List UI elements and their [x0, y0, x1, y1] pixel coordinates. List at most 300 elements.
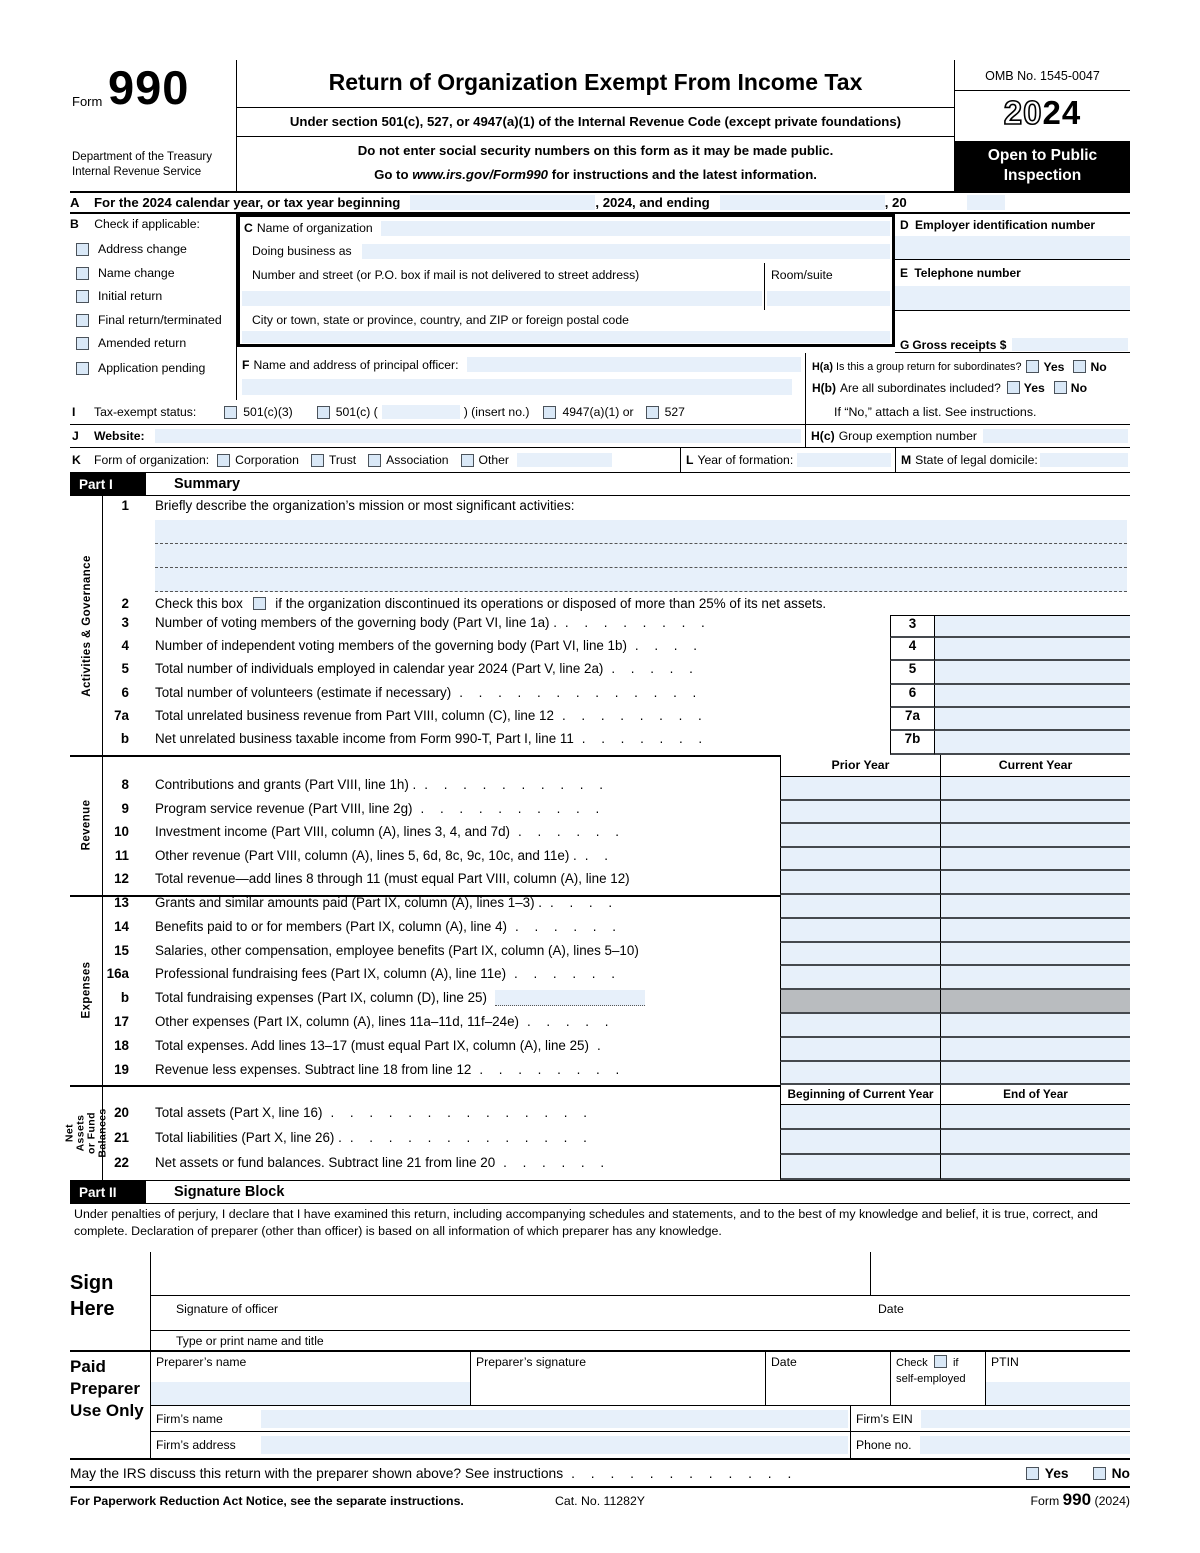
501c3-label: 501(c)(3)	[243, 405, 293, 419]
line6-num: 6	[121, 685, 129, 700]
gross-receipts-row	[895, 336, 1130, 353]
tax-year-end-yy-input[interactable]	[967, 195, 1005, 210]
line12-text: Total revenue—add lines 8 through 11 (must equal Part VIII, column (A), line 12)	[155, 871, 630, 886]
corporation-checkbox[interactable]	[217, 454, 230, 467]
line16b-prior-cell	[780, 990, 940, 1014]
line16b-text: Total fundraising expenses (Part IX, column (D), line 25)	[155, 990, 835, 1006]
box-b-column	[70, 214, 237, 400]
501c-label-pre: 501(c) (	[335, 405, 378, 419]
firms-ein-input[interactable]	[921, 1410, 1130, 1428]
line8-current-field[interactable]	[940, 777, 1130, 801]
mission-input-line2[interactable]	[155, 544, 1127, 568]
street-input[interactable]	[242, 291, 762, 306]
name-change-row	[76, 266, 175, 280]
ein-label: Employer identification number	[915, 218, 1096, 232]
amended-return-row	[76, 336, 186, 350]
line9-current-field[interactable]	[940, 801, 1130, 824]
line19-text: Revenue less expenses. Subtract line 18 from line 12 . . . . . . . .	[155, 1062, 626, 1077]
line20-text: Total assets (Part X, line 16) . . . . . . . . . . . . . .	[155, 1105, 593, 1120]
ha-yes-checkbox[interactable]	[1026, 360, 1039, 373]
phone-label-row	[895, 260, 1130, 286]
line4-box: 4	[890, 638, 935, 661]
line3-text: Number of voting members of the governing body (Part VI, line 1a) . . . . . . . . .	[155, 615, 711, 630]
line8-row	[70, 777, 1130, 801]
line11-text: Other revenue (Part VIII, column (A), lines 5, 6d, 8c, 9c, 10c, and 11e) . . .	[155, 848, 614, 863]
amended-return-label: Amended return	[98, 336, 187, 350]
fundraising-expenses-input[interactable]	[495, 990, 645, 1006]
box-g-letter: G	[900, 337, 910, 352]
line1-text: Briefly describe the organization’s mission or most significant activities:	[155, 498, 575, 513]
hb-no-label: No	[1070, 380, 1088, 395]
line7b-text: Net unrelated business taxable income from Form 990-T, Part I, line 11 . . . . . . .	[155, 731, 709, 746]
gross-receipts-label: Gross receipts $	[912, 337, 1007, 352]
line16a-num: 16a	[106, 966, 129, 981]
current-year-header: Current Year	[940, 755, 1130, 777]
signature-of-officer-label: Signature of officer	[176, 1302, 279, 1316]
part2-title: Signature Block	[174, 1184, 285, 1200]
line4-text: Number of independent voting members of the governing body (Part VI, line 1b) . . . .	[155, 638, 703, 653]
line4-row	[70, 638, 1130, 661]
line22-text: Net assets or fund balances. Subtract line 21 from line 20 . . . . . .	[155, 1155, 611, 1170]
sign-here-label: Sign Here	[70, 1272, 115, 1320]
header-center	[237, 60, 955, 191]
year-formation-label: Year of formation:	[697, 453, 794, 467]
4947-checkbox[interactable]	[543, 406, 556, 419]
line2-post: if the organization discontinued its operations or disposed of more than 25% of its net assets.	[275, 596, 827, 611]
phone-no-label: Phone no.	[856, 1438, 912, 1452]
part1-tag: Part I	[70, 473, 146, 495]
self-employed-cell	[891, 1352, 986, 1405]
line10-prior-field[interactable]	[780, 824, 940, 848]
final-return-row	[76, 313, 222, 327]
line16a-row	[70, 966, 1130, 990]
line14-current-field[interactable]	[940, 919, 1130, 943]
phone-no-input[interactable]	[920, 1436, 1130, 1454]
dba-label: Doing business as	[252, 244, 352, 258]
footer-form-number: 990	[1062, 1490, 1092, 1509]
line17-text: Other expenses (Part IX, column (A), lines 11a–11d, 11f–24e) . . . . .	[155, 1014, 615, 1029]
line6-box: 6	[890, 685, 935, 708]
line9-num: 9	[121, 801, 129, 816]
line-i-letter: I	[72, 405, 76, 419]
signature-date-divider	[870, 1252, 871, 1296]
line13-current-field[interactable]	[940, 895, 1130, 919]
preparer-row2	[151, 1406, 1130, 1432]
box-f-officer	[237, 353, 805, 400]
ha-yes-label: Yes	[1043, 359, 1065, 374]
hb-note: If “No,” attach a list. See instructions.	[834, 405, 1037, 419]
line18-prior-field[interactable]	[780, 1038, 940, 1062]
dba-row	[240, 239, 892, 263]
preparer-signature-label: Preparer’s signature	[476, 1355, 586, 1369]
line9-row	[70, 801, 1130, 824]
hb-note-segment	[805, 400, 1130, 424]
application-pending-label: Application pending	[98, 361, 206, 375]
sign-block	[70, 1252, 1130, 1350]
line16a-prior-field[interactable]	[780, 966, 940, 990]
line6-text: Total number of volunteers (estimate if necessary) . . . . . . . . . . . . .	[155, 685, 703, 700]
other-org-type-input[interactable]	[517, 453, 612, 467]
line15-row	[70, 943, 1130, 966]
box-d-letter: D	[900, 218, 909, 232]
go-to-post: for instructions and the latest information.	[551, 167, 817, 182]
website-segment	[70, 425, 805, 447]
website-input[interactable]	[155, 429, 801, 443]
line16b-num: b	[120, 990, 129, 1005]
line20-begin-field[interactable]	[780, 1105, 940, 1130]
trust-checkbox[interactable]	[311, 454, 324, 467]
line9-prior-field[interactable]	[780, 801, 940, 824]
room-suite-input[interactable]	[767, 291, 890, 306]
501c-checkbox[interactable]	[317, 406, 330, 419]
group-exemption-input[interactable]	[983, 429, 1128, 443]
box-b-label: Check if applicable:	[94, 217, 200, 231]
form-header	[70, 60, 1130, 193]
line16b-current-cell	[940, 990, 1130, 1014]
box-h-group	[805, 353, 1130, 400]
city-state-zip-input[interactable]	[242, 331, 890, 343]
firms-ein-cell	[850, 1406, 1130, 1431]
line7b-num: b	[120, 731, 129, 746]
line8-prior-field[interactable]	[780, 777, 940, 801]
ptin-cell	[986, 1352, 1130, 1405]
box-c-organization	[237, 214, 895, 347]
line7a-box: 7a	[890, 708, 935, 731]
line19-num: 19	[114, 1062, 129, 1077]
line21-text: Total liabilities (Part X, line 26) . . . . . . . . . . . . . .	[155, 1130, 593, 1145]
form-word: Form	[72, 94, 103, 109]
firms-name-input[interactable]	[261, 1410, 848, 1428]
hb-letter: H(b)	[812, 380, 836, 395]
line17-prior-field[interactable]	[780, 1014, 940, 1038]
501c3-checkbox[interactable]	[224, 406, 237, 419]
footer-form-year: (2024)	[1094, 1494, 1131, 1508]
527-label: 527	[664, 405, 685, 419]
line15-num: 15	[114, 943, 129, 958]
other-org-checkbox[interactable]	[461, 454, 474, 467]
4947-label: 4947(a)(1) or	[562, 405, 634, 419]
line11-current-field[interactable]	[940, 848, 1130, 871]
line4-num: 4	[121, 638, 129, 653]
association-checkbox[interactable]	[368, 454, 381, 467]
line21-end-field[interactable]	[940, 1130, 1130, 1155]
line1-num: 1	[121, 498, 129, 513]
firms-name-label: Firm’s name	[156, 1411, 223, 1426]
trust-label: Trust	[328, 453, 357, 467]
hb-text: Are all subordinates included?	[840, 380, 1001, 395]
preparer-table	[150, 1352, 1130, 1458]
street-label-row	[240, 263, 892, 287]
line18-num: 18	[114, 1038, 129, 1053]
dept-line2: Internal Revenue Service	[72, 166, 202, 178]
hb-no-checkbox[interactable]	[1054, 381, 1067, 394]
line10-current-field[interactable]	[940, 824, 1130, 848]
line3-box: 3	[890, 615, 935, 638]
gross-receipts-input[interactable]	[1012, 338, 1128, 351]
line-l-letter: L	[686, 453, 694, 467]
year-columns-header	[70, 755, 1130, 777]
end-year-header: End of Year	[940, 1085, 1130, 1105]
omb-number: OMB No. 1545-0047	[955, 60, 1130, 91]
phone-input[interactable]	[895, 286, 1130, 311]
preparer-date-cell[interactable]	[766, 1352, 891, 1405]
hc-segment	[805, 425, 1130, 447]
cat-number: Cat. No. 11282Y	[555, 1494, 646, 1508]
line12-prior-field[interactable]	[780, 871, 940, 895]
line19-prior-field[interactable]	[780, 1062, 940, 1085]
line16a-text: Professional fundraising fees (Part IX, column (A), line 11e) . . . . . .	[155, 966, 621, 981]
address-change-checkbox[interactable]	[76, 243, 89, 256]
page-footer	[70, 1490, 1130, 1510]
corporation-label: Corporation	[235, 453, 299, 467]
line18-row	[70, 1038, 1130, 1062]
discuss-yes-label: Yes	[1044, 1465, 1069, 1481]
line4-value-field[interactable]	[935, 638, 1130, 661]
hb-row	[812, 377, 1130, 398]
paperwork-notice: For Paperwork Reduction Act Notice, see the separate instructions.	[70, 1494, 464, 1508]
line2-row	[70, 596, 1130, 616]
hc-letter: H(c)	[811, 429, 835, 443]
year-formation-segment	[680, 448, 895, 472]
right-column	[895, 214, 1130, 353]
line1-row	[70, 498, 1130, 518]
ha-no-label: No	[1090, 359, 1107, 374]
open-to-public-badge	[955, 141, 1130, 191]
box-b-label-row	[70, 217, 200, 231]
box-c-letter: C	[244, 221, 253, 235]
self-employed-label: self-employed	[896, 1373, 966, 1385]
ha-row	[812, 356, 1130, 377]
state-of-domicile-input[interactable]	[1040, 453, 1128, 467]
line22-begin-field[interactable]	[780, 1155, 940, 1180]
paid-preparer-label: Paid Preparer Use Only	[70, 1357, 144, 1420]
line17-current-field[interactable]	[940, 1014, 1130, 1038]
tax-year-begin-input[interactable]	[410, 195, 595, 210]
room-suite-cell	[764, 287, 892, 310]
name-change-checkbox[interactable]	[76, 267, 89, 280]
application-pending-row	[76, 361, 205, 375]
line-j-letter: J	[72, 429, 79, 443]
year-outline: 20	[1003, 94, 1043, 131]
hb-yes-label: Yes	[1023, 380, 1045, 395]
ptin-input[interactable]	[986, 1382, 1130, 1405]
form-number: 990	[108, 61, 190, 114]
line2-num: 2	[121, 596, 129, 611]
preparer-name-input[interactable]	[151, 1382, 470, 1405]
line12-current-field[interactable]	[940, 871, 1130, 895]
line-a-letter: A	[70, 195, 80, 210]
line15-current-field[interactable]	[940, 943, 1130, 966]
expenses-side-label: Expenses	[80, 961, 93, 1019]
domicile-label: State of legal domicile:	[915, 453, 1038, 467]
application-pending-checkbox[interactable]	[76, 362, 89, 375]
line14-prior-field[interactable]	[780, 919, 940, 943]
initial-return-checkbox[interactable]	[76, 290, 89, 303]
line22-num: 22	[114, 1155, 129, 1170]
527-checkbox[interactable]	[646, 406, 659, 419]
line6-row	[70, 685, 1130, 708]
line-a	[70, 193, 1130, 214]
line11-num: 11	[114, 848, 129, 863]
dba-input[interactable]	[362, 244, 890, 259]
line-i-row	[70, 400, 1130, 425]
line14-row	[70, 919, 1130, 943]
line2-pre: Check this box	[155, 596, 243, 611]
header-right	[955, 60, 1130, 191]
org-form-segment	[70, 453, 680, 467]
line10-num: 10	[114, 824, 129, 839]
discuss-no-label: No	[1111, 1465, 1130, 1481]
line15-text: Salaries, other compensation, employee benefits (Part IX, column (A), lines 5–10)	[155, 943, 639, 958]
tax-exempt-label: Tax-exempt status:	[94, 405, 197, 419]
street-label: Number and street (or P.O. box if mail is not delivered to street address)	[252, 268, 640, 282]
right-column-spacer	[895, 311, 1130, 336]
check-word: Check	[896, 1357, 928, 1369]
address-change-label: Address change	[98, 242, 187, 256]
irs-discuss-text: May the IRS discuss this return with the preparer shown above? See instructions	[70, 1465, 564, 1481]
firms-ein-label: Firm’s EIN	[856, 1411, 913, 1426]
identity-block	[70, 214, 1130, 472]
line13-row	[70, 895, 1130, 919]
hb-yes-checkbox[interactable]	[1007, 381, 1020, 394]
amended-return-checkbox[interactable]	[76, 337, 89, 350]
line13-num: 13	[114, 895, 129, 910]
year-solid: 24	[1042, 94, 1082, 131]
line5-box: 5	[890, 661, 935, 685]
mission-input-line3[interactable]	[155, 568, 1127, 592]
officer-label: Name and address of principal officer:	[253, 357, 459, 372]
line11-row	[70, 848, 1130, 871]
department-lines	[72, 150, 212, 180]
line9-text: Program service revenue (Part VIII, line 2g) . . . . . . . . . .	[155, 801, 606, 816]
part2-header	[70, 1180, 1130, 1204]
if-word: if	[952, 1357, 959, 1369]
net-columns-header	[70, 1085, 1130, 1105]
insert-no-input[interactable]	[382, 405, 460, 419]
line15-prior-field[interactable]	[780, 943, 940, 966]
year-of-formation-input[interactable]	[797, 453, 891, 467]
ha-no-checkbox[interactable]	[1073, 360, 1086, 373]
open-line2: Inspection	[1003, 167, 1082, 184]
tax-year-end-input[interactable]	[720, 195, 885, 210]
line7b-row	[70, 731, 1130, 755]
line20-row	[70, 1105, 1130, 1130]
line19-current-field[interactable]	[940, 1062, 1130, 1085]
line5-num: 5	[121, 661, 129, 676]
line7a-text: Total unrelated business revenue from Part VIII, column (C), line 12 . . . . . . . .	[155, 708, 708, 723]
line20-end-field[interactable]	[940, 1105, 1130, 1130]
final-return-checkbox[interactable]	[76, 314, 89, 327]
line18-current-field[interactable]	[940, 1038, 1130, 1062]
officer-signature-area[interactable]	[150, 1252, 1130, 1296]
org-name-label: Name of organization	[256, 221, 373, 235]
line7b-value-field[interactable]	[935, 731, 1130, 755]
initial-return-label: Initial return	[98, 289, 163, 303]
domicile-segment	[895, 448, 1130, 472]
irs-discuss-row	[70, 1460, 1130, 1488]
ssn-warning: Do not enter social security numbers on this form as it may be made public.	[237, 136, 954, 164]
line20-num: 20	[114, 1105, 129, 1120]
line19-row	[70, 1062, 1130, 1085]
line5-text: Total number of individuals employed in calendar year 2024 (Part V, line 2a) . . . . .	[155, 661, 699, 676]
phone-label: Telephone number	[914, 266, 1021, 280]
line7a-row	[70, 708, 1130, 731]
line21-row	[70, 1130, 1130, 1155]
firms-address-input[interactable]	[261, 1436, 848, 1454]
line-j-row	[70, 425, 1130, 448]
discuss-no-checkbox[interactable]	[1093, 1467, 1106, 1480]
principal-officer-input[interactable]	[467, 357, 802, 372]
line10-text: Investment income (Part VIII, column (A), lines 3, 4, and 7d) . . . . . .	[155, 824, 625, 839]
city-input-row	[240, 329, 892, 344]
line13-prior-field[interactable]	[780, 895, 940, 919]
principal-officer-input-2[interactable]	[242, 379, 792, 395]
line-a-text-begin: For the 2024 calendar year, or tax year beginning	[94, 195, 401, 210]
self-employed-checkbox[interactable]	[934, 1355, 947, 1368]
city-label-row	[240, 310, 892, 329]
org-name-row	[240, 217, 892, 239]
form-number-block	[70, 60, 237, 191]
beginning-year-header: Beginning of Current Year	[780, 1085, 940, 1105]
line3-row	[70, 615, 1130, 638]
box-e-letter: E	[900, 266, 909, 280]
org-name-input[interactable]	[381, 221, 890, 236]
line12-num: 12	[114, 871, 129, 886]
other-org-label: Other	[478, 453, 509, 467]
line21-begin-field[interactable]	[780, 1130, 940, 1155]
line7a-num: 7a	[114, 708, 129, 723]
ein-input[interactable]	[895, 236, 1130, 260]
tax-year	[955, 91, 1130, 132]
discuss-yes-checkbox[interactable]	[1026, 1467, 1039, 1480]
line13-text: Grants and similar amounts paid (Part IX, column (A), lines 1–3) . . . . .	[155, 895, 619, 910]
line16a-current-field[interactable]	[940, 966, 1130, 990]
box-b-letter: B	[70, 217, 79, 231]
street-input-row	[240, 287, 892, 310]
line22-row	[70, 1155, 1130, 1180]
line2-text	[155, 596, 826, 611]
phone-no-cell	[850, 1432, 1130, 1458]
discontinued-checkbox[interactable]	[253, 597, 266, 610]
preparer-signature-cell[interactable]	[471, 1352, 766, 1405]
revenue-side-label: Revenue	[80, 799, 93, 851]
paid-preparer-block	[70, 1350, 1130, 1460]
preparer-name-cell	[151, 1352, 471, 1405]
line-k-row	[70, 448, 1130, 472]
line5-value-field[interactable]	[935, 661, 1130, 685]
line7a-value-field[interactable]	[935, 708, 1130, 731]
irs-url: www.irs.gov/Form990	[412, 167, 549, 182]
part2-tag: Part II	[70, 1181, 146, 1203]
line22-end-field[interactable]	[940, 1155, 1130, 1180]
footer-form-id	[645, 1490, 1130, 1510]
mission-input-line1[interactable]	[155, 520, 1127, 544]
line3-value-field[interactable]	[935, 615, 1130, 638]
line8-num: 8	[121, 777, 129, 792]
part1-body	[63, 496, 1130, 1180]
ptin-label: PTIN	[991, 1355, 1019, 1369]
signature-date-label: Date	[878, 1302, 904, 1316]
box-f-letter: F	[242, 357, 250, 372]
line11-prior-field[interactable]	[780, 848, 940, 871]
room-suite-label: Room/suite	[764, 263, 892, 287]
line16b-row	[70, 990, 1130, 1014]
final-return-label: Final return/terminated	[98, 313, 222, 327]
preparer-name-label: Preparer’s name	[156, 1355, 247, 1369]
go-to-pre: Go to	[374, 167, 409, 182]
line6-value-field[interactable]	[935, 685, 1130, 708]
org-form-label: Form of organization:	[94, 453, 210, 467]
